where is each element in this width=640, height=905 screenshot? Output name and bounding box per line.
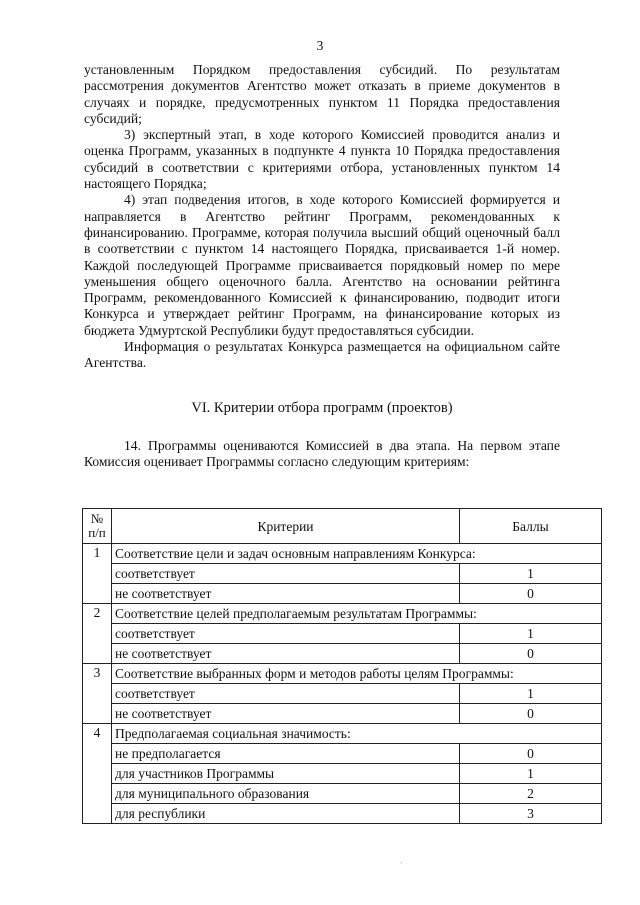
paragraph-expert-stage: 3) экспертный этап, в ходе которого Комиссией проводится анализ и оценка Программ, указанных в подпункте 4 пункта 10 Порядка предоставления субсидий в соответствии с критериями отбора, установленных пунктом 14 настоящего Порядка; <box>84 127 560 192</box>
option-label: не соответствует <box>112 704 460 724</box>
criteria-option-row <box>83 644 602 664</box>
criteria-title: Предполагаемая социальная значимость: <box>112 724 602 744</box>
criteria-number: 2 <box>83 604 112 664</box>
option-score: 0 <box>460 744 602 764</box>
criteria-table <box>82 508 602 824</box>
criteria-number: 3 <box>83 664 112 724</box>
option-label: для участников Программы <box>112 764 460 784</box>
criteria-option-row <box>83 744 602 764</box>
option-score: 1 <box>460 764 602 784</box>
criteria-title: Соответствие цели и задач основным направлениям Конкурса: <box>112 544 602 564</box>
header-score: Баллы <box>460 509 602 544</box>
option-score: 0 <box>460 644 602 664</box>
criteria-section-row <box>83 544 602 564</box>
page-number: 3 <box>316 38 324 53</box>
option-label: не предполагается <box>112 744 460 764</box>
option-label: соответствует <box>112 624 460 644</box>
criteria-option-row <box>83 784 602 804</box>
option-score: 2 <box>460 784 602 804</box>
paragraph-criteria-intro: 14. Программы оцениваются Комиссией в два этапа. На первом этапе Комиссия оценивает Программы согласно следующим критериям: <box>84 437 560 470</box>
criteria-option-row <box>83 764 602 784</box>
criteria-option-row <box>83 564 602 584</box>
option-label: для республики <box>112 804 460 824</box>
option-score: 1 <box>460 684 602 704</box>
criteria-title: Соответствие выбранных форм и методов работы целям Программы: <box>112 664 602 684</box>
criteria-option-row <box>83 684 602 704</box>
section-heading: VI. Критерии отбора программ (проектов) <box>191 399 453 416</box>
header-num: № п/п <box>83 509 112 544</box>
criteria-section-row <box>83 664 602 684</box>
option-score: 0 <box>460 584 602 604</box>
scan-mark: ´ <box>400 861 403 870</box>
option-score: 3 <box>460 804 602 824</box>
criteria-option-row <box>83 624 602 644</box>
option-label: для муниципального образования <box>112 784 460 804</box>
document-body <box>84 62 560 471</box>
paragraph-results-stage: 4) этап подведения итогов, в ходе которого Комиссией формируется и направляется в Агентство рейтинг Программ, рекомендованных к финансированию. Программе, которая получила высший общий оценочный балл в соответствии с пунктом 14 настоящего Порядка, присваивается 1-й номер. Каждой последующей Программе присваивается порядковый номер по мере уменьшения общего оценочного балла. Агентство на основании рейтинга Программ, рекомендованного Комиссией к финансированию, подводит итоги Конкурса и утверждает рейтинг Программ, на финансирование которых из бюджета Удмуртской Республики будут предоставляться субсидии. <box>84 192 560 338</box>
paragraph-continuation: установленным Порядком предоставления субсидий. По результатам рассмотрения документов Агентство может отказать в приеме документов в случаях и порядке, предусмотренных пунктом 11 Порядка предоставления субсидий; <box>84 62 560 126</box>
option-label: не соответствует <box>112 644 460 664</box>
criteria-section-row <box>83 604 602 624</box>
criteria-option-row <box>83 804 602 824</box>
table-header-row <box>83 509 602 544</box>
option-score: 1 <box>460 624 602 644</box>
option-score: 0 <box>460 704 602 724</box>
criteria-title: Соответствие целей предполагаемым результатам Программы: <box>112 604 602 624</box>
table-body <box>83 544 602 824</box>
paragraph-results-info: Информация о результатах Конкурса размещается на официальном сайте Агентства. <box>84 339 560 371</box>
criteria-number: 4 <box>83 724 112 824</box>
option-label: соответствует <box>112 564 460 584</box>
header-criteria: Критерии <box>112 509 460 544</box>
option-label: не соответствует <box>112 584 460 604</box>
criteria-option-row <box>83 584 602 604</box>
option-label: соответствует <box>112 684 460 704</box>
criteria-section-row <box>83 724 602 744</box>
option-score: 1 <box>460 564 602 584</box>
criteria-number: 1 <box>83 544 112 604</box>
criteria-option-row <box>83 704 602 724</box>
